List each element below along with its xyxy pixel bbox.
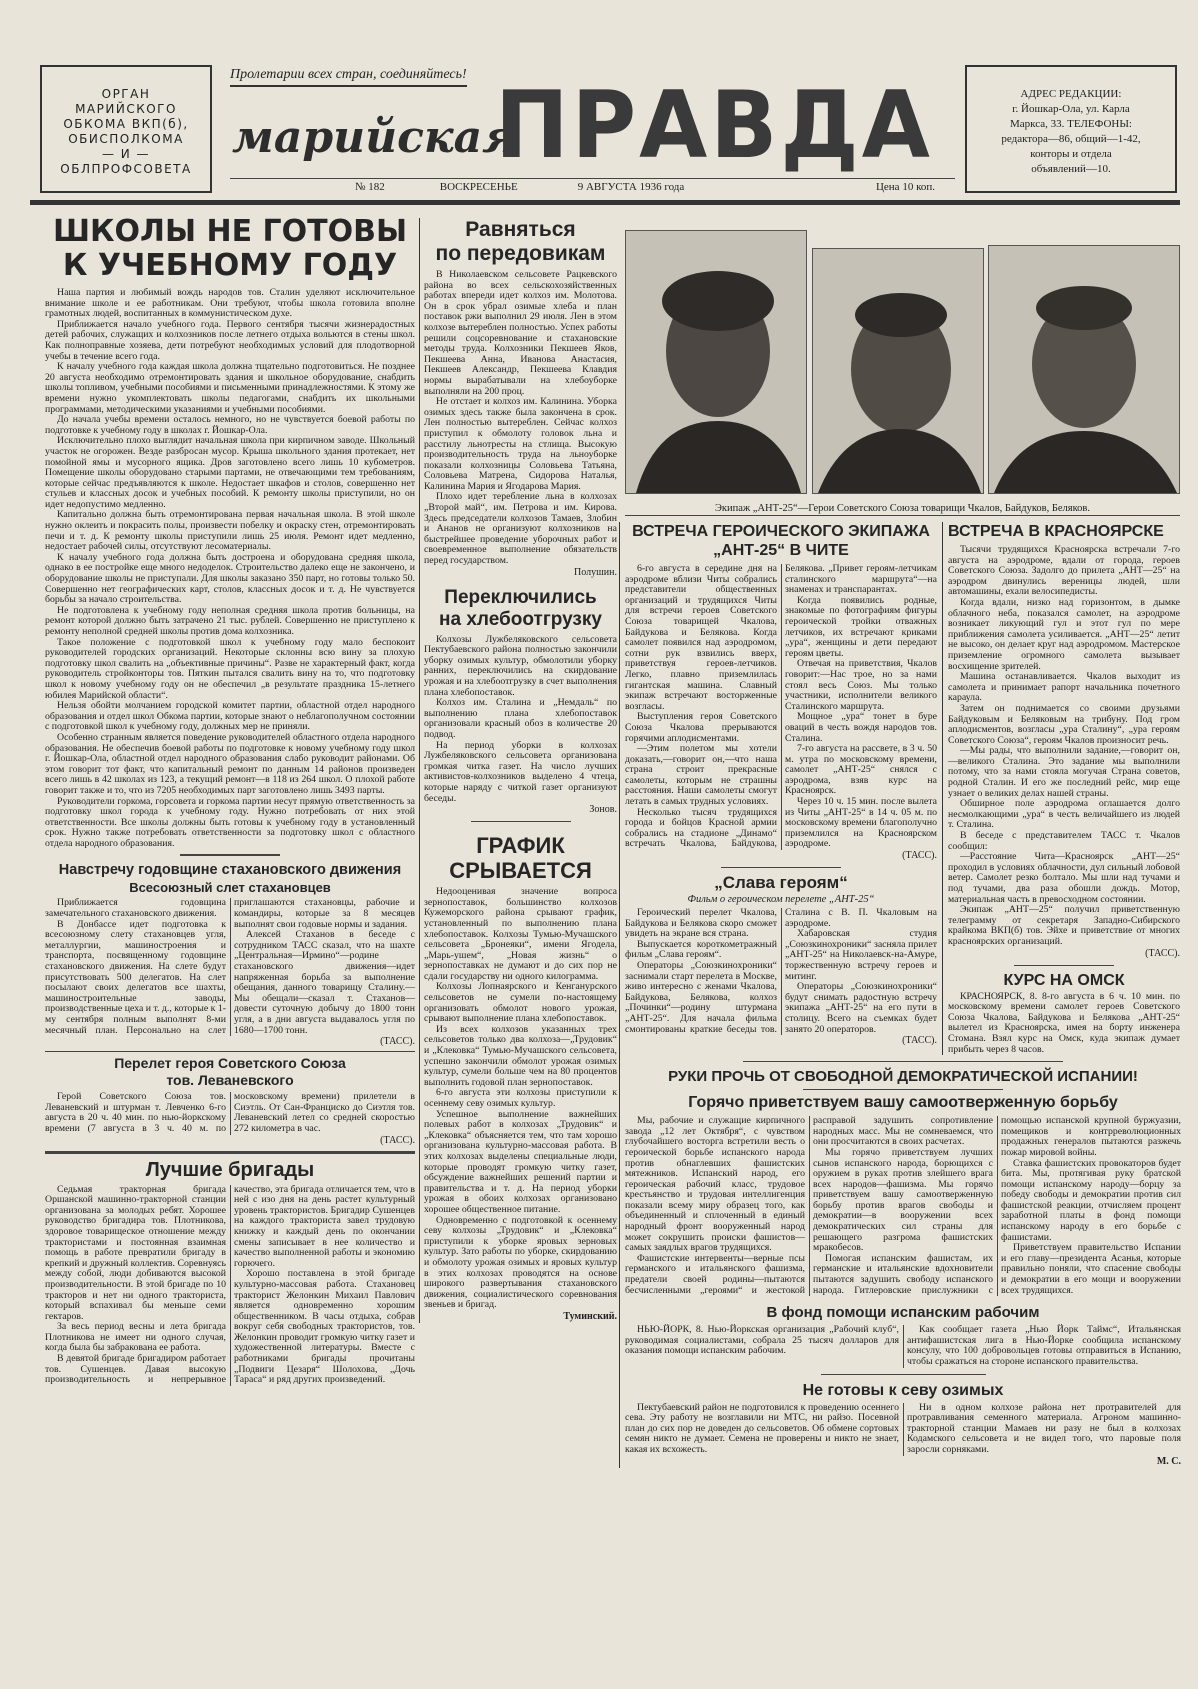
- paragraph: Приближается начало учебного года. Первого сентября тысячи жизнерадостных детей рабочих, служащих и колхозников после летнего отдыха вольются в стены школ. Как полноправные хозяева, дети потребуют необходимых условий для плодотворной учебы в течение всего года.: [45, 318, 415, 362]
- paragraph: Несколько тысяч трудящихся города и бойцов Красной армии собрались на стадионе „Динамо“ встречать Чкалова, Байдукова, Белякова. „Привет героям-летчикам сталинского маршрута“—на знаменах и транспарантах.: [625, 563, 937, 850]
- paragraph: Недооценивая значение вопроса зернопоставок, большинство колхозов Кужеморского района срывают график, установленный по выполнению плана хлебопоставок. Колхозы Тумью-Мучашского сельсовета „Бронеяки“, имени Ягодела, „Марь-ушем“, „Новая жизнь“ о зернопоставках не думают и до сих пор не сдали государству ни одного килограмма.: [424, 886, 617, 982]
- pereklyuchilis-signature: Зонов.: [589, 804, 617, 816]
- sev-signature: М. С.: [1156, 1455, 1181, 1467]
- krasnoyarsk-column: [942, 522, 1180, 1055]
- slava-body: [625, 908, 937, 1035]
- ravnyatsya-signature: Полушин.: [574, 566, 617, 578]
- paragraph: Выступления героя Советского Союза Чкалова прерываются горячими аплодисментами.: [625, 711, 777, 744]
- paragraph: Колхоз им. Сталина и „Немдаль“ по выполнению плана хлебопоставок организовали красный обоз в количестве 20 подвод.: [424, 697, 617, 740]
- portrait-photo: [625, 230, 807, 494]
- paragraph: К началу учебного года каждая школа должна тщательно подготовиться. Не позднее 20 августа необходимо отремонтировать здания и школьное оборудование, снабдить школы топливом, учебными пособиями и письменными принадлежностями. К этому же времени нужно укомплектовать школы педагогами, снабдить их школьными программами, методическими указаниями и учебными пособиями.: [45, 361, 415, 415]
- paragraph: Из всех колхозов указанных трех сельсоветов только два колхоза—„Трудовик“ и „Клековка“ Тумью-Мучашского сельсовета, успешно закончили обмолот урожая озимых культур, сумели больше чем на 80 процентов выполнить годовой план зернопоставок.: [424, 1023, 617, 1088]
- headline-line: тов. Леваневского: [166, 1072, 294, 1089]
- paragraph: Руководители горкома, горсовета и горкома партии несут прямую ответственность за подготовку школ города к учебному году. Нужно потребовать от них этой ответственности. Все школы должны быть готовы к учебному году в установленный срок. Нужно также потребовать ответственности за подготовку школ с областного отдела народного образования.: [45, 795, 415, 849]
- separator: [471, 821, 571, 822]
- newspaper-title-script: марийская: [232, 112, 518, 163]
- headline-line: СРЫВАЕТСЯ: [449, 858, 592, 884]
- paragraph: —Этим полетом мы хотели доказать,—говорит он,—что наша страна строит прекрасные самолеты, которым не страшны расстояния. Наши самолеты смогут летать в самых трудных условиях.: [625, 743, 777, 808]
- paragraph: Хабаровская студия „Союзкинохроники“ засняла прилет „АНТ-25“ на Николаевск-на-Амуре, торжественную встречу героев и митинг.: [785, 928, 937, 982]
- krasnoyarsk-headline: ВСТРЕЧА В КРАСНОЯРСКЕ: [948, 523, 1164, 540]
- paragraph: —Расстояние Чита—Красноярск „АНТ—25“ проходил в условиях облачности, дул сильный лобовой ветер. Самолет резко болтало. Мы шли над тучами и под тучами, два раза обошли дождь. Мотор, материальная часть в превосходном состоянии.: [948, 851, 1180, 905]
- column-b: [419, 218, 617, 1323]
- headline-line: ШКОЛЫ НЕ ГОТОВЫ: [52, 214, 408, 249]
- anT25-section: [625, 522, 1181, 1055]
- separator: [721, 867, 841, 868]
- portrait-silhouette-icon: [813, 249, 983, 493]
- krasnoyarsk-body: [948, 545, 1180, 948]
- chita-slava-column: [625, 522, 937, 1055]
- headline-line: Равняться: [465, 218, 576, 241]
- chita-body: [625, 564, 937, 850]
- editorial-address-box: [965, 65, 1177, 193]
- organ-box: [40, 65, 212, 193]
- paragraph: Как сообщает газета „Нью Йорк Таймс“, Итальянская антифашистская лига в Нью-Йорке сообщила испанскому консулу, что 100 добровольцев готовы отправиться в Испанию, чтобы сражаться на стороне испанского правительства.: [907, 1324, 1181, 1367]
- fund-body: [625, 1325, 1181, 1367]
- column-a: [45, 215, 415, 1386]
- paragraph: Приветствуем правительство Испании и его главу—президента Асанья, которые правильно поняли, что спасение свободы и демократии в его мощи и вооружении всех трудящихся.: [1001, 1242, 1181, 1296]
- spain-banner: РУКИ ПРОЧЬ ОТ СВОБОДНОЙ ДЕМОКРАТИЧЕСКОЙ ИСПАНИИ!: [668, 1068, 1138, 1086]
- headline-line: ВСТРЕЧА ГЕРОИЧЕСКОГО ЭКИПАЖА: [632, 523, 930, 540]
- ravnyatsya-headline: [424, 218, 617, 266]
- grafik-headline: [424, 833, 617, 883]
- paragraph: Операторы „Союзкинохроники“ будут снимать радостную встречу экипажа „АНТ-25“ на его пути в столицу. Всего на съемках будет занято 20 операторов.: [785, 981, 937, 1035]
- separator: [743, 1061, 1063, 1062]
- brigady-headline: Лучшие бригады: [145, 1158, 315, 1181]
- krasnoyarsk-signature: (ТАСС).: [1145, 947, 1180, 959]
- separator: [1014, 965, 1114, 966]
- paragraph: Операторы „Союзкинохроники“ заснимали старт перелета в Москве, живо интересно с женами Чкалова, Байдукова, Белякова, колхоз „Починки“—родину штурмана „АНТ-25“. Для начала фильма смонтированы краткие беседы тов. Сталина с В. П. Чкаловым на аэродроме.: [625, 907, 937, 1035]
- paragraph: Плохо идет теребление льна в колхозах „Второй май“, им. Петрова и им. Кирова. Здесь председатели колхозов Тамаев, Злобин и Ананов не организуют колхозников на быстрейшее проведение уборочных работ и своевременное выполнение обязательств перед государством.: [424, 491, 617, 567]
- headline-line: ГРАФИК: [476, 833, 565, 859]
- schools-body: [45, 288, 415, 849]
- organ-line: ОБКОМА ВКП(б),: [63, 117, 189, 131]
- paragraph: Капитально должна быть отремонтирована первая начальная школа. В этой школе нужно оклеить и покрасить полы, произвести побелку и окраску стен, отремонтировать печи и т. д. К ремонту школы приступили лишь 25 июля. Ремонт идет медленно, недостает рабочей силы, отсутствуют лесоматериалы.: [45, 509, 415, 553]
- paragraph: Не отстает и колхоз им. Калинина. Уборка озимых здесь также была закончена в срок. Лен полностью вытереблен. Сейчас колхоз приступил к обмолоту головок льна и расстилу льнотресты на стлища. Высокую производительность труда на льноуборке показали колхозницы Соловьева Татьяна, Соловьева Матрена, Сидорова Наталья, Калинина Мария и Ягодарова Мария.: [424, 396, 617, 492]
- paragraph: Машина останавливается. Чкалов выходит из самолета и принимает рапорт начальника почетного караула.: [948, 671, 1180, 704]
- paragraph: В Донбассе идет подготовка к всесоюзному слету стахановцев угля, металлургии, машиностроения и транспорта, посвященному годовщине стахановского движения. На слете будут присутствовать 500 делегатов. На слет посылают своих делегатов все шахты, машиностроительные заводы, производственные цеха и т. д., которые к 1-му сентября полным выполнят 8-ми месячный план. Персонально на слет приглашаются стахановцы, рабочие и командиры, которые за 8 месяцев выполнят свои годовые нормы и задания.: [45, 897, 415, 1036]
- portrait-silhouette-icon: [626, 231, 806, 493]
- paragraph: Особенно странным является поведение руководителей областного отдела народного образования. Не обеспечив боевой работы по подготовке к новому учебному году школ г. Йошкар-Ола, областной отдел народного образования слабо руководит районами. Об этом говорит тот факт, что капитальный ремонт по данным 14 районов произведен всего лишь в 42 школах из 123, а текущий ремонт—в 118 из 264 школ. О плохой работе говорит также и то, что из 7205 необходимых парт заготовлено лишь 3493 парты.: [45, 731, 415, 796]
- paragraph: Обширное поле аэродрома оглашается долго несмолкающими „ура“ в честь величайшего из людей т. Сталина.: [948, 798, 1180, 831]
- chita-headline: [625, 522, 937, 560]
- separator: [803, 1089, 1003, 1090]
- paragraph: Приближается годовщина замечательного стахановского движения.: [45, 897, 226, 920]
- headline-line: Перелет героя Советского Союза: [114, 1055, 346, 1072]
- sev-headline: Не готовы к севу озимых: [802, 1381, 1004, 1399]
- ravnyatsya-body: [424, 270, 617, 567]
- portrait-photo: [988, 245, 1180, 494]
- paragraph: Ставка фашистских провокаторов будет бита. Мы, протягивая руку братской помощи испанскому народу—борцу за победу свободы и демократии против сил фашистской реакции, отчисляем процент заработной платы в фонд помощи испанскому народу в его борьбе с фашистами.: [1001, 1157, 1181, 1243]
- paragraph: Колхозы Лопнаярского и Кенганурского сельсоветов не сумели по-настоящему организовать обмолот нового урожая, срывают выполнение плана хлебопоставок.: [424, 981, 617, 1025]
- paragraph: Затем он поднимается со своими друзьями Байдуковым и Беляковым на трибуну. Под гром аплодисментов, возгласы „ура Сталину“, „ура героям Советского Союза“, героям Чкалов произносит речь.: [948, 702, 1180, 746]
- address-line: редактора—86, общий—1-42,: [1001, 133, 1141, 145]
- paragraph: Седьмая тракторная бригада Оршанской машинно-тракторной станции организована за молодых ребят. Хорошее руководство бригадира тов. Плотникова, здоровое товарищеское отношение между трактористами и постоянная взаимная помощь в работе превратили бригаду в крепкий и дружный коллектив. Соревнуясь между собой, люди добиваются высокой производительности. В этой бригаде по 10 тракторов и нет ни одного тракториста, который вспахивал бы меньше семи гектаров.: [45, 1183, 226, 1322]
- paragraph: Мощное „ура“ тонет в буре оваций в честь вождя народов тов. Сталина.: [785, 711, 937, 744]
- paragraph: В девятой бригаде бригадиром работает тов. Сушенцев. Давая высокую производительность и непрерывное качество, эта бригада отличается тем, что в ней с изо дня на день растет культурный уровень трактористов. Бригадир Сушенцев на каждого тракториста завел трудовую книжку и каждый день по окончании смены записывает в нее количество и качество выполненной работы и экономию горючего.: [45, 1183, 415, 1386]
- headline-line: „АНТ-25“ В ЧИТЕ: [713, 542, 849, 559]
- grafik-body: [424, 887, 617, 1311]
- masthead-rule: [30, 200, 1180, 205]
- address-line: г. Йошкар-Ола, ул. Карла: [1012, 103, 1130, 115]
- newspaper-title-main: ПРАВДА: [495, 70, 933, 179]
- headline-line: на хлебоотгрузку: [439, 608, 602, 630]
- paragraph: За весь период весны и лета бригада Плотникова не имеет ни одного случая, когда была бы забракована ее работа.: [45, 1321, 226, 1354]
- levanevsky-signature: (ТАСС).: [380, 1134, 415, 1146]
- stakhanov-signature: (ТАСС).: [380, 1036, 415, 1048]
- address-line: объявлений—10.: [1031, 163, 1111, 175]
- headline-line: по передовикам: [435, 242, 606, 265]
- paragraph: Мы горячо приветствуем лучших сынов испанского народа, борющихся с оружием в руках против злейшего врага всех народов—фашизма. Мы горячо приветствуем вашу самоотверженную борьбу против врагов свободы и демократии—в вооружении всех демократических сил страны для решающего разгрома фашистских мракобесов.: [813, 1146, 993, 1254]
- slogan: Пролетарии всех стран, соединяйтесь!: [230, 66, 467, 87]
- paragraph: —Мы рады, что выполнили задание,—говорит он,—великого Сталина. Это задание мы выполнили потому, что за нами стояла могучая Страна советов, родной Сталин. И его же последний рейс, мир еще узнает о великих делах нашей страны.: [948, 745, 1180, 799]
- fund-headline: В фонд помощи испанским рабочим: [766, 1304, 1040, 1322]
- paragraph: К началу учебного года должна быть достроена и оборудована средняя школа, однако в ее постройке еще много недоделок. Строительство далеко еще не закончено, и оборудование школы не приступали. Для школы заказано 350 парт, но готовы только 50. Совершенно нет географических карт, столов, классных досок и т. д. Не чувствуется борьбы за начало строительства.: [45, 551, 415, 606]
- address-line: Маркса, 33. ТЕЛЕФОНЫ:: [1010, 118, 1132, 130]
- paragraph: Фашистские интервенты—верные псы германского и итальянского фашизма, предатели своей родины—пытаются бесчисленными „героями“ и жестокой расправой задушить сопротивление народных масс. Мы не сомневаемся, что они просчитаются в своих расчетах.: [625, 1115, 993, 1296]
- paragraph: Помогая испанским фашистам, их германские и итальянские вдохновители пытаются задушить свободу испанского народа. Гитлеровские прислужники с помощью испанской крупной буржуазии, помещиков и контрреволюционных продажных генералов пытаются разжечь пожар мировой войны.: [813, 1115, 1181, 1296]
- separator: [625, 515, 1180, 516]
- paragraph: До начала учебы времени осталось немного, но не чувствуется боевой работы по подготовке к учебному году в школах г. Йошкар-Ола.: [45, 414, 415, 436]
- weekday: ВОСКРЕСЕНЬЕ: [439, 181, 518, 193]
- paragraph: Ни в одном колхозе района нет протравителей для протравливания семенного материала. Агроном машинно-тракторной станции Мамаев ни разу не был в колхозах Кодамского сельсовета и не видел того, что паровые поля заросли сорняками.: [907, 1401, 1181, 1455]
- paragraph: На период уборки в колхозах Лужбеляковского сельсовета организована громкая читка газет. На число лучших активистов-колхозников выделено 4 чтеца, которые наряду с читкой газет организуют беседы.: [424, 739, 617, 804]
- column-c: [619, 522, 1181, 1468]
- organ-line: ОБИСПОЛКОМА: [68, 132, 184, 146]
- paragraph: Такое положение с подготовкой школ к учебному году мало беспокоит руководителей городских организаций. Некоторые склонны всю вину за плохую подготовку школ свалить на „объективные причины“. Разве не характерный факт, когда руководитель стройконторы тов. Пяткин пытался свалить вину на то, что подготовку школ к новому учебному году он не обеспечил „в результате праздника 15-летнего юбилея Марийской области“.: [45, 636, 415, 701]
- headline-line: Переключились: [444, 586, 597, 608]
- schools-headline: [45, 215, 415, 283]
- organ-line: ОРГАН: [101, 87, 151, 101]
- stakhanov-body: [45, 898, 415, 1036]
- issue-number: № 182: [355, 181, 385, 193]
- paragraph: Когда вдали, низко над горизонтом, в дымке облачного неба, показался самолет, на аэродроме возникает ликующий гул и этот гул по мере приближения самолета усиливается. „АНТ—25“ летит не высоко, он делает круг над аэродромом. Мастерское приземление огромного самолета вызывает восхищение зрителей.: [948, 596, 1180, 672]
- paragraph: Героический перелет Чкалова, Байдукова и Белякова скоро сможет увидеть на экране вся страна.: [625, 907, 777, 940]
- paragraph: Герой Советского Союза тов. Леваневский и штурман т. Левченко 6-го августа в 20 ч. 40 мин. по нью-йоркскому времени (7 августа в 3 ч. 40 м. по московскому времени) прилетели в Сиэтль. От Сан-Франциско до Сиэтля тов. Леваневский летел со средней скоростью 272 километра в час.: [45, 1091, 415, 1134]
- paragraph: Нельзя обойти молчанием городской комитет партии, областной отдел народного образования и отдел школ Обкома партии, которые знают о неблагополучном состоянии с подготовкой школ к учебному году, должных мер не приняли.: [45, 700, 415, 733]
- organ-line: — И —: [101, 147, 151, 161]
- paragraph: Через 10 ч. 15 мин. после вылета из Читы „АНТ-25“ в 14 ч. 05 м. по московскому времени благополучно приземлился на Красноярском аэродроме.: [785, 796, 937, 850]
- paragraph: В Николаевском сельсовете Рацкевского района во всех сельскохозяйственных работах впереди идет колхоз им. Молотова. Он в срок убрал озимые хлеба и план поставок ржи выполнил 29 июля. Лен в этом колхозе вытереблен полностью. Успех работы решили соцсоревнование и стахановские методы труда. Колхозники Пекшеев Яков, Пекшеева Анна, Иванова Анастасия, Пекшеев Александр, Пекшеева Клавдия нормы вырабатывали на хлебоуборке выполняли на 200 проц.: [424, 269, 617, 397]
- address-line: АДРЕС РЕДАКЦИИ:: [1020, 88, 1122, 100]
- levanevsky-headline: [45, 1055, 415, 1089]
- price: Цена 10 коп.: [875, 181, 935, 193]
- sev-body: [625, 1403, 1181, 1456]
- issue-info-row: [230, 178, 955, 194]
- paragraph: Алексей Стаханов в беседе с сотрудником ТАСС сказал, что на шахте „Центральная—Ирмино“—родине стахановского движения—идет напряженная борьба за выполнение обещания, данного товарищу Сталину.—Мы обещали—сказал т. Стаханов—довести суточную добычу до 1800 тонн угля, а в дни августа выдавалось угля по 1680—1700 тонн.: [234, 929, 415, 1036]
- portrait-photo: [812, 248, 984, 494]
- paragraph: Не подготовлена к учебному году неполная средняя школа против больницы, на ремонт которой должно быть затрачено 21 тыс. рублей. Совершенно не приступлено к ремонту неполной средней школы против дома колхозника.: [45, 604, 415, 637]
- portrait-silhouette-icon: [989, 246, 1179, 493]
- address-line: конторы и отдела: [1030, 148, 1112, 160]
- grafik-signature: Туминский.: [563, 1310, 617, 1322]
- paragraph: Отвечая на приветствия, Чкалов говорит:—Нас трое, но за нами стоял весь Союз. Мы только участники, исполнители великого Сталинского маршрута.: [785, 658, 937, 712]
- paragraph: Исключительно плохо выглядит начальная школа при кирпичном заводе. Школьный участок не огорожен. Везде разбросан мусор. Крыша школьного здания протекает, нет помойной ямы и мусорного ящика. Дров заготовлено всего лишь 10 кубометров. Помещение школы оборудовано старыми партами, не отвечающими тем требованиям, которые сейчас предъявляются к школе. Недостает шкафов и столов, совершенно нет стульев и классных досок и учебных пособий. К ремонту школы приступили, но он идет недопустимо медленно.: [45, 435, 415, 510]
- slava-signature: (ТАСС).: [902, 1035, 937, 1047]
- paragraph: Выпускается короткометражный фильм „Слава героям“.: [625, 938, 777, 961]
- spain-body: [625, 1116, 1181, 1296]
- paragraph: Когда появились родные, знакомые по фотографиям фигуры героической тройки отважных летчиков, их встречают криками „ура“, женщины и дети передают героям цветы.: [785, 594, 937, 659]
- paragraph: 7-го августа на рассвете, в 3 ч. 50 м. утра по московскому времени, самолет „АНТ-25“ снялся с аэродрома, взяв курс на Красноярск.: [785, 743, 937, 797]
- organ-line: ОБЛПРОФСОВЕТА: [60, 162, 192, 176]
- pereklyuchilis-body: [424, 635, 617, 805]
- brigady-body: [45, 1185, 415, 1386]
- paragraph: Наша партия и любимый вождь народов тов. Сталин уделяют исключительное внимание школе и ее работникам. Они требуют, чтобы школа готовила вполне грамотных людей, воспитанных в коммунистическом духе.: [45, 287, 415, 320]
- paragraph: Колхозы Лужбеляковского сельсовета Пектубаевского района полностью закончили уборку озимых культур, обмолотили уборку ранних, переключились на скирдование урожая и на хлебоотгрузку в счет выполнения плана хлебопоставок.: [424, 633, 617, 698]
- paragraph: Одновременно с подготовкой к осеннему севу колхозы „Трудовик“ и „Клековка“ приступили к уборке яровых зерновых культур. Зато работы по уборке, скирдованию и обмолоту урожая озимых и яровых культур в этих колхозах проводятся на основе широкого развертывания стахановского движения, социалистического соревнования звеньев и бригад.: [424, 1214, 617, 1311]
- paragraph: НЬЮ-ЙОРК, 8. Нью-Йоркская организация „Рабочий клуб“, руководимая социалистами, собрала 25 тысяч долларов для оказания помощи испанским рабочим.: [625, 1324, 899, 1357]
- separator: [180, 854, 280, 856]
- paragraph: В беседе с представителем ТАСС т. Чкалов сообщил:: [948, 830, 1180, 852]
- paragraph: Пектубаевский район не подготовился к проведению осеннего сева. Эту работу не возглавили ни МТС, ни райзо. Посевной план до сих пор не доведен до сельсоветов. Об обмене сортовых семян никто не думает. Семена не проверены и никто не знает, какая их всхожесть.: [625, 1401, 899, 1455]
- paragraph: Успешное выполнение важнейших полевых работ в колхозах „Трудовик“ и „Клековка“ объясняется тем, что там хорошо организована культурно-массовая работа. В этих колхозах выделены специальные люди, которые проводят громкую читку газет, обсуждение важнейших решений партии и правительства и т. д. На период уборки урожая в обоих колхозах организовано хорошее общественное питание.: [424, 1108, 617, 1215]
- separator: [45, 1151, 415, 1154]
- photo-caption: Экипаж „АНТ-25“—Герои Советского Союза товарищи Чкалов, Байдуков, Беляков.: [714, 503, 1091, 514]
- paragraph: 6-го августа в середине дня на аэродроме вблизи Читы собрались представители общественных организаций и трудящихся Читы для встречи героев Советского Союза товарищей Чкалова, Байдукова и Белякова. Когда самолет появился над аэродромом, сотни рук взвились вверх, приветствуя героев-летчиков. Легко, плавно приземлилась гигантская машина. Славный экипаж встречают восторженные возгласы.: [625, 563, 777, 712]
- paragraph: Экипаж „АНТ—25“ получил приветственную телеграмму от секретаря Западно-Сибирского крайкома ВКП(б) тов. Эйхе и приветствие от многих красноярских организаций.: [948, 904, 1180, 947]
- slava-headline: „Слава героям“: [714, 873, 848, 893]
- issue-date: 9 АВГУСТА 1936 года: [577, 181, 685, 193]
- paragraph: КРАСНОЯРСК, 8. 8-го августа в 6 ч. 10 мин. по московскому времени самолет героев Советского Союза Чкалова, Байдукова и Белякова „АНТ-25“ вылетел из Красноярска, имея на борту инженера Стомана. Взял курс на Омск, куда экипаж думает прибыть через 8 часов.: [948, 990, 1180, 1055]
- separator: [821, 1374, 986, 1375]
- organ-line: МАРИЙСКОГО: [75, 102, 177, 116]
- paragraph: Хорошо поставлена в этой бригаде культурно-массовая работа. Стахановец тракторист Желонкин Михаил Павлович является одновременно хорошим общественником. В часы отдыха, собрав вокруг себя свободных трактористов, тов. Желонкин проводит громкую читку газет и художественной литературы. Вместе с работниками бригады прочитаны „Подвиги Цезаря“ Шолохова, „Дочь Тараса“ и ряд других произведений.: [234, 1268, 415, 1386]
- pereklyuchilis-headline: [424, 587, 617, 631]
- spain-headline: Горячо приветствуем вашу самоотверженную борьбу: [688, 1094, 1118, 1112]
- stakhanov-headline: Всесоюзный слет стахановцев: [129, 880, 331, 896]
- paragraph: Тысячи трудящихся Красноярска встречали 7-го августа на аэродроме, вдали от города, героев Советского Союза. Задолго до прилета „АНТ—25“ на аэродром двинулись вереницы людей, шли автомашины, ехали велосипедисты.: [948, 544, 1180, 598]
- levanevsky-body: [45, 1092, 415, 1134]
- headline-line: К УЧЕБНОМУ ГОДУ: [62, 248, 398, 283]
- stakhanov-banner: Навстречу годовщине стахановского движения: [58, 862, 402, 879]
- paragraph: 6-го августа эти колхозы приступили к осеннему севу озимых культур.: [424, 1087, 617, 1109]
- separator: [45, 1051, 415, 1052]
- omsk-body: [948, 992, 1180, 1056]
- chita-signature: (ТАСС).: [902, 850, 937, 862]
- paragraph: Мы, рабочие и служащие кирпичного завода „12 лет Октября“, с чувством глубочайшего восторга встретили весть о героической борьбе испанского народа против обнаглевших фашистских мятежников. Испанский народ, его героическая рабочий класс, трудовое крестьянство и трудовая интеллигенция показали всему миру образец того, как объединенный и сплоченный в единый народный фронт вооруженный народ может сокрушить происки фашистов—самых заядлых врагов трудящихся.: [625, 1115, 805, 1254]
- slava-subtitle: Фильм о героическом перелете „АНТ-25“: [687, 894, 875, 906]
- omsk-headline: КУРС НА ОМСК: [1003, 971, 1125, 989]
